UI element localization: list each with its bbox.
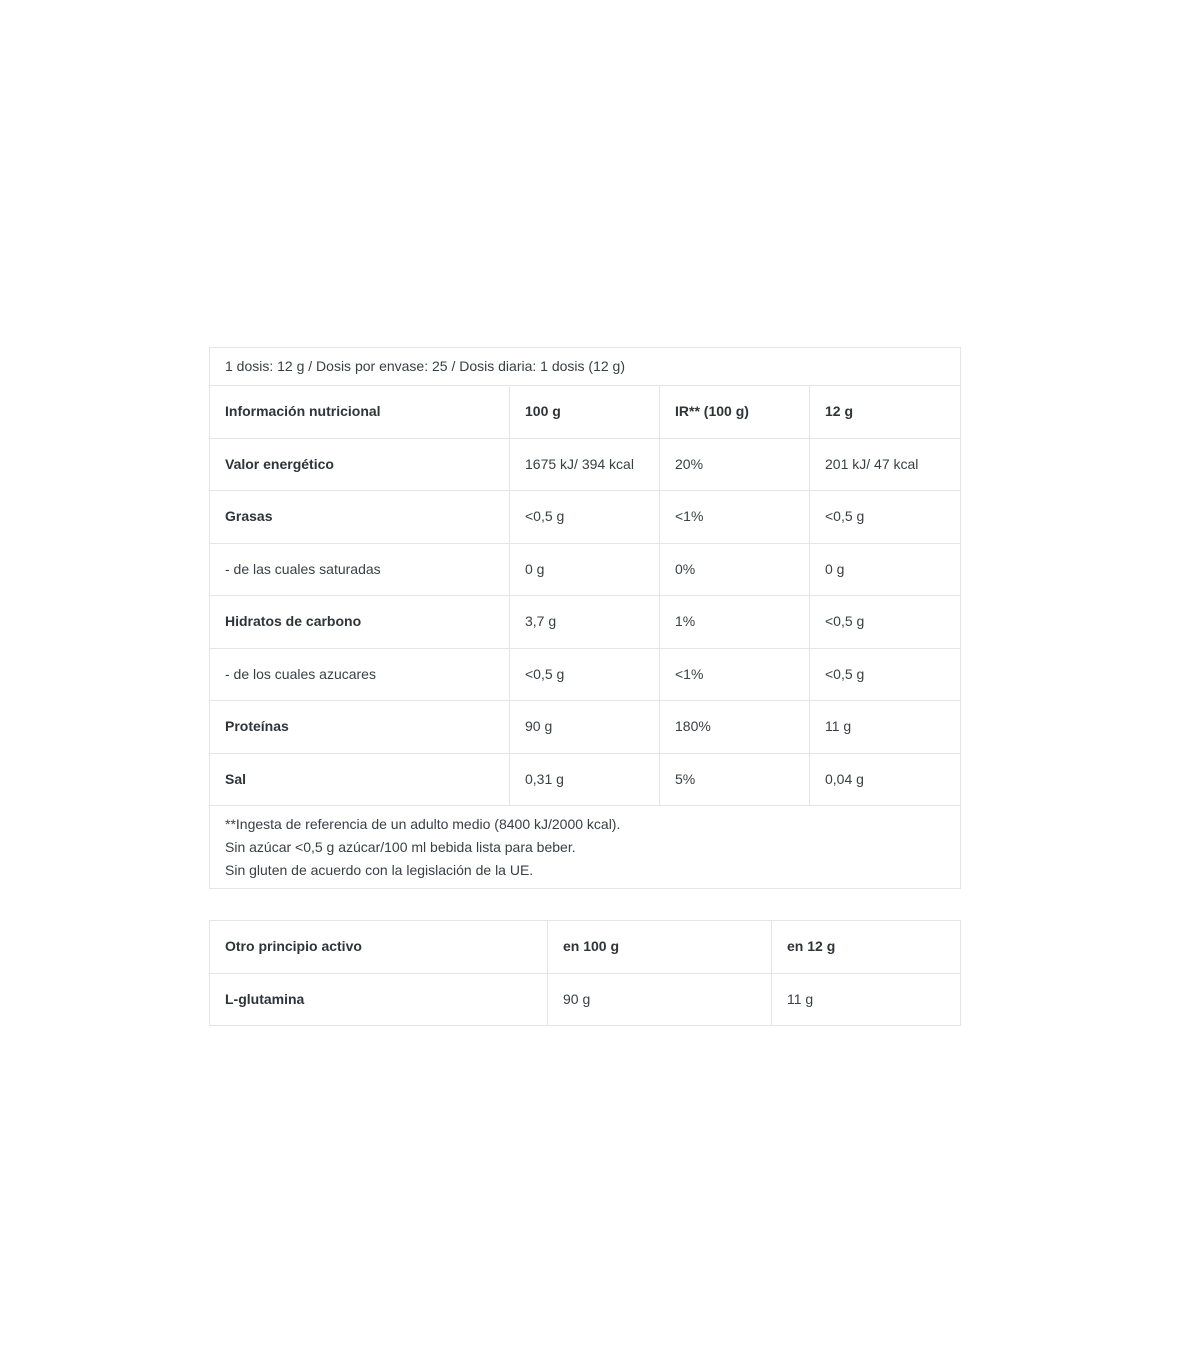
value-per-100g: 1675 kJ/ 394 kcal xyxy=(510,438,660,491)
value-per-100g: 0,31 g xyxy=(510,753,660,806)
row-label: Grasas xyxy=(210,491,510,544)
active-ingredient-table xyxy=(209,920,961,1026)
serving-info: 1 dosis: 12 g / Dosis por envase: 25 / Dosis diaria: 1 dosis (12 g) xyxy=(210,348,961,386)
value-per-12g: 201 kJ/ 47 kcal xyxy=(810,438,961,491)
note-gluten-free: Sin gluten de acuerdo con la legislación de la UE. xyxy=(225,861,534,878)
header-cell: Información nutricional xyxy=(210,386,510,439)
value-per-100g: 90 g xyxy=(510,701,660,754)
note-sugar-free: Sin azúcar <0,5 g azúcar/100 ml bebida lista para beber. xyxy=(225,838,576,855)
table-row xyxy=(210,438,961,491)
notes-cell xyxy=(210,806,961,889)
row-label: Valor energético xyxy=(210,438,510,491)
header-cell: en 12 g xyxy=(772,921,961,974)
serving-info-row xyxy=(210,348,961,386)
row-label: Sal xyxy=(210,753,510,806)
row-label: L-glutamina xyxy=(210,973,548,1026)
row-label: - de los cuales azucares xyxy=(210,648,510,701)
header-cell: Otro principio activo xyxy=(210,921,548,974)
value-per-12g: <0,5 g xyxy=(810,491,961,544)
value-ir: <1% xyxy=(660,491,810,544)
table-row xyxy=(210,648,961,701)
notes-row xyxy=(210,806,961,889)
row-label: Proteínas xyxy=(210,701,510,754)
value-per-100g: <0,5 g xyxy=(510,648,660,701)
value-ir: 1% xyxy=(660,596,810,649)
table-row xyxy=(210,701,961,754)
value-per-12g: <0,5 g xyxy=(810,648,961,701)
header-cell: IR** (100 g) xyxy=(660,386,810,439)
note-reference-intake: **Ingesta de referencia de un adulto medio (8400 kJ/2000 kcal). xyxy=(225,815,621,832)
value-ir: 5% xyxy=(660,753,810,806)
header-cell: en 100 g xyxy=(548,921,772,974)
header-cell: 100 g xyxy=(510,386,660,439)
table-row xyxy=(210,491,961,544)
nutrition-table xyxy=(209,347,961,889)
row-label: - de las cuales saturadas xyxy=(210,543,510,596)
header-row xyxy=(210,386,961,439)
value-per-100g: 90 g xyxy=(548,973,772,1026)
row-label: Hidratos de carbono xyxy=(210,596,510,649)
value-per-12g: 11 g xyxy=(810,701,961,754)
value-ir: 0% xyxy=(660,543,810,596)
value-per-12g: <0,5 g xyxy=(810,596,961,649)
value-ir: 180% xyxy=(660,701,810,754)
table-row xyxy=(210,596,961,649)
value-per-12g: 11 g xyxy=(772,973,961,1026)
table-row xyxy=(210,753,961,806)
table-row xyxy=(210,973,961,1026)
value-per-100g: 3,7 g xyxy=(510,596,660,649)
value-per-100g: <0,5 g xyxy=(510,491,660,544)
table-row xyxy=(210,543,961,596)
header-cell: 12 g xyxy=(810,386,961,439)
value-per-12g: 0 g xyxy=(810,543,961,596)
value-ir: <1% xyxy=(660,648,810,701)
value-per-100g: 0 g xyxy=(510,543,660,596)
header-row xyxy=(210,921,961,974)
value-ir: 20% xyxy=(660,438,810,491)
value-per-12g: 0,04 g xyxy=(810,753,961,806)
